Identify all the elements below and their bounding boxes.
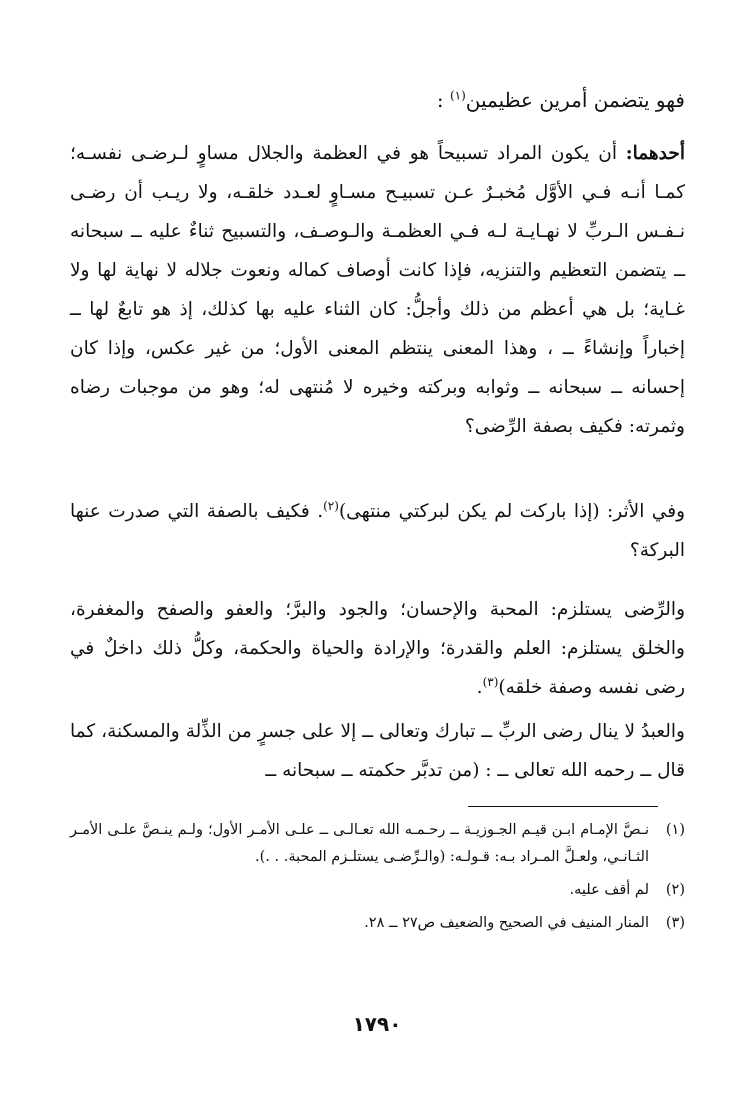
intro-colon: : [436, 88, 444, 112]
footnote-divider [468, 806, 658, 807]
footnote-text: لم أقف عليه. [569, 882, 649, 898]
footnote-item [70, 910, 685, 937]
paragraph-servant [70, 712, 685, 790]
footnote-text: نـصَّ الإمـام ابـن قيـم الجـوزيـة ــ رحـمـه الله تعـالـى ــ علـى الأمـر الأول؛ ولـم ينـصَّ علـى الأمـر الثـانـي، ولعـلَّ المـراد بـه: قـولـه: (والـرِّضـى يستلـزم المحبة. . .). [70, 822, 649, 865]
footnotes [70, 817, 685, 943]
footnote-text: المنار المنيف في الصحيح والضعيف ص٢٧ ــ ٢٨. [364, 915, 649, 931]
footnote-ref-2: (٢) [323, 498, 339, 513]
page-number: ١٧٩٠ [352, 1012, 402, 1036]
paragraph-lead-term: أحدهما: [625, 143, 685, 164]
footnote-item [70, 877, 685, 904]
footnote-ref-1: (١) [449, 88, 466, 103]
footnote-ref-3: (٣) [482, 674, 499, 689]
paragraph-athar-text: وفي الأثر: (إذا باركت لم يكن لبركتي منتهى) [338, 501, 685, 522]
paragraph-rida-text-after: . [476, 677, 483, 698]
footnote-number: (٣) [665, 915, 685, 931]
paragraph-servant-text: والعبدُ لا ينال رضى الربِّ ــ تبارك وتعالى ــ إلا على جسرٍ من الذِّلة والمسكنة، كما قال ــ رحمه الله تعالى ــ : (من تدبَّر حكمته ــ سبحانه ــ [70, 721, 685, 781]
paragraph-first-text: أن يكون المراد تسبيحاً هو في العظمة والجلال مساوٍ لـرضـى نفسـه؛ كمـا أنـه فـي الأوَّل مُخبـرٌ عـن تسبيـح مسـاوٍ لعـدد خلقـه، ولا ريـب أن رضـى نـفـس الـربِّ لا نهـايـة لـه فـي العظمـة والـوصـف، والتسبيح ثناءٌ عليه ــ سبحانه ــ يتضمن التعظيم والتنزيه، فإذا كانت أوصاف كماله ونعوت جلاله لا نهاية لها ولا غـاية؛ بل هي أعظم من ذلك وأجلُّ: كان الثناء عليه بها كذلك، إذ هو تابعٌ لها ــ إخباراً وإنشاءً ــ ، وهذا المعنى ينتظم المعنى الأول؛ من غير عكس، وإذا كان إحسانه ــ سبحانه ــ وثوابه وبركته وخيره لا مُنتهى له؛ وهو من موجبات رضاه وثمرته: فكيف بصفة الرِّضى؟ [70, 143, 685, 437]
paragraph-rida-text: والرِّضى يستلزم: المحبة والإحسان؛ والجود والبرَّ؛ والعفو والصفح والمغفرة، والخلق يستلزم: العلم والقدرة؛ والإرادة والحياة والحكمة، وكلُّ ذلك داخلٌ في رضى نفسه وصفة خلقه) [70, 599, 685, 698]
paragraph-athar [70, 492, 685, 570]
paragraph-rida [70, 590, 685, 707]
paragraph-first-matter [70, 134, 685, 446]
intro-text: فهو يتضمن أمرين عظيمين [465, 88, 685, 112]
footnote-number: (١) [665, 822, 685, 838]
footnote-item [70, 817, 685, 871]
intro-line [70, 80, 685, 121]
paragraph-athar-text-after: . فكيف بالصفة التي صدرت عنها البركة؟ [70, 501, 685, 561]
footnote-number: (٢) [665, 882, 685, 898]
